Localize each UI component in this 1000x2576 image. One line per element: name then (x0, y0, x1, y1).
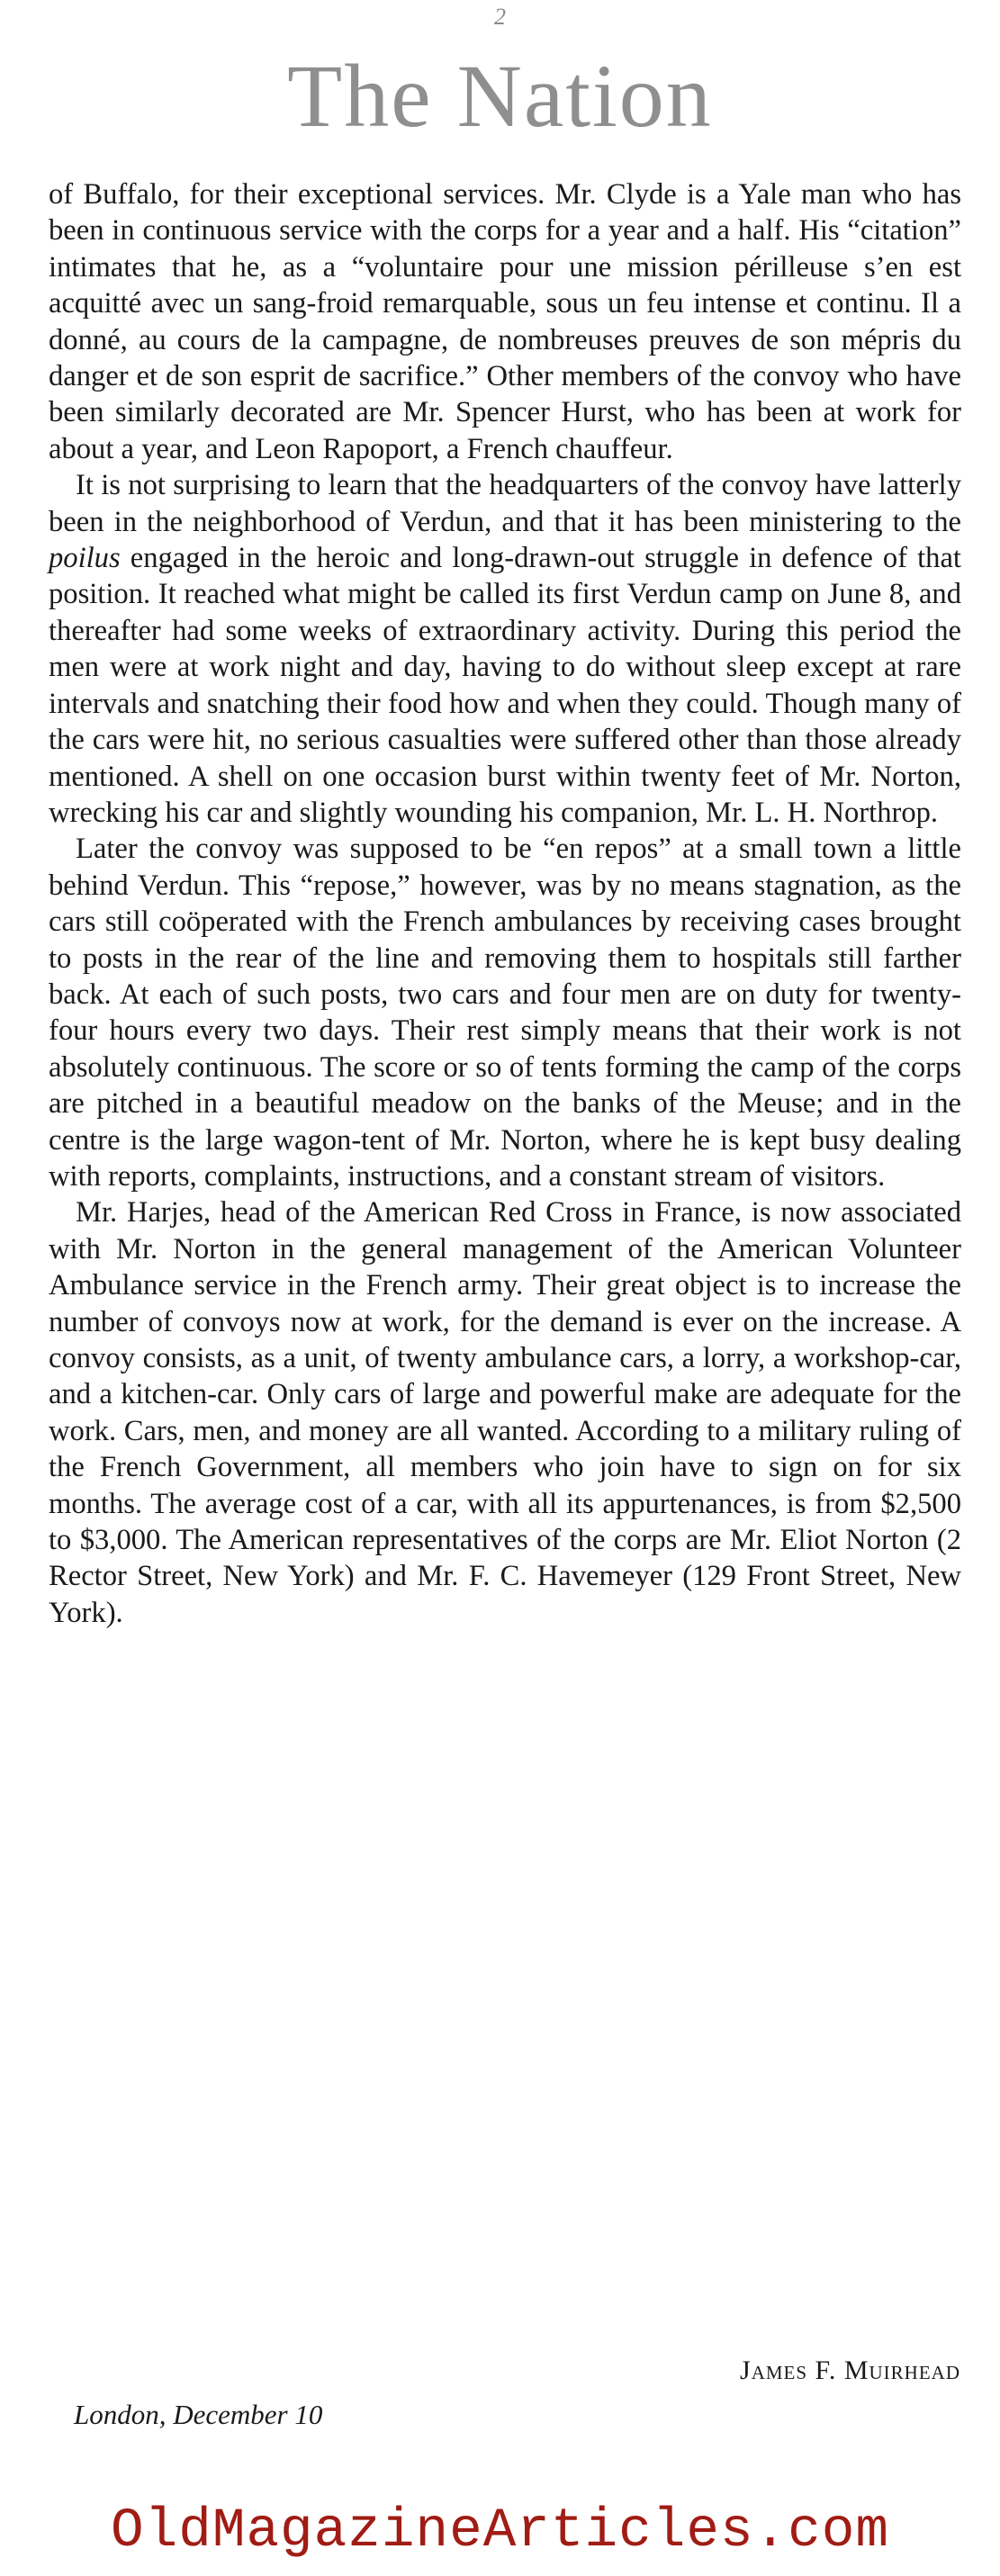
article-paragraph-1: of Buffalo, for their exceptional services. Mr. Clyde is a Yale man who has been in continuous service with the corps for a year and a half. His “citation” intimates that he, as a “voluntaire pour une mission périlleuse s’en est acquitté avec un sang-froid remarquable, sous un feu intense et continu. Il a donné, au cours de la campagne, de nombreuses preuves de son mépris du danger et de son esprit de sacrifice.” Other members of the convoy who have been similarly decorated are Mr. Spencer Hurst, who has been at work for about a year, and Leon Rapoport, a French chauffeur. (49, 178, 961, 465)
italic-term-poilus: poilus (49, 542, 121, 575)
article-paragraph-4: Mr. Harjes, head of the American Red Cross in France, is now associated with Mr. Norton in the general management of the American Volunteer Ambulance service in the French army. Their great object is to increase the number of convoys now at work, for the demand is ever on the increase. A convoy consists, as a unit, of twenty ambulance cars, a lorry, a workshop-car, and a kitchen-car. Only cars of large and powerful make are adequate for the work. Cars, men, and money are all wanted. According to a military ruling of the French Government, all members who join have to sign on for six months. The average cost of a car, with all its appurtenances, is from $2,500 to $3,000. The American representatives of the corps are Mr. Eliot Norton (2 Rector Street, New York) and Mr. F. C. Havemeyer (129 Front Street, New York). (49, 1196, 961, 1629)
dateline: London, December 10 (74, 2399, 323, 2430)
paragraph-2-text-a: It is not surprising to learn that the headquarters of the convoy have latterly been in the neighborhood of Verdun, and that it has been ministering to the (49, 469, 961, 538)
masthead-title: The Nation (287, 46, 713, 146)
article-paragraph-2 (49, 467, 961, 831)
paragraph-2-text-b: engaged in the heroic and long-drawn-out struggle in defence of that position. It reached what might be called its first Verdun camp on June 8, and thereafter had some weeks of extraordinary activity. During this period the men were at work night and day, having to do without sleep except at rare intervals and snatching their food how and when they could. Though many of the cars were hit, no serious casualties were suffered other than those already mentioned. A shell on one occasion burst within twenty feet of Mr. Norton, wrecking his car and slightly wounding his companion, Mr. L. H. Northrop. (49, 542, 961, 829)
site-watermark-link[interactable]: OldMagazineArticles.com (111, 2500, 889, 2562)
article-paragraph-3: Later the convoy was supposed to be “en repos” at a small town a little behind Verdun. This “repose,” however, was by no means stagnation, as the cars still coöperated with the French ambulances by receiving cases brought to posts in the rear of the line and removing them to hospitals still farther back. At each of such posts, two cars and four men are on duty for twenty-four hours every two days. Their rest simply means that their work is not absolutely continuous. The score or so of tents forming the camp of the corps are pitched in a beautiful meadow on the banks of the Meuse; and in the centre is the large wagon-tent of Mr. Norton, where he is kept busy dealing with reports, complaints, instructions, and a constant stream of visitors. (49, 833, 961, 1193)
author-signature: James F. Muirhead (740, 2355, 960, 2385)
article-body (49, 176, 961, 1631)
page-number: 2 (494, 4, 506, 30)
